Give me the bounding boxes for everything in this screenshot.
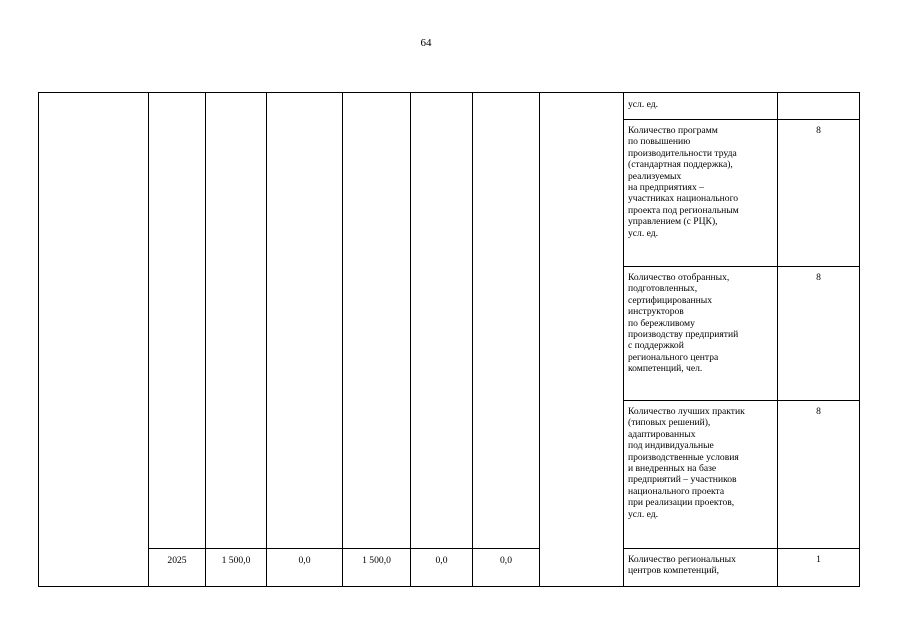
funding-other: 0,0 (500, 555, 512, 566)
page-number: 64 (420, 37, 432, 49)
indicator-cell: Количество лучших практик (типовых решений), адаптированных под индивидуальные производственные условия и внедренных на базе предприятий – участников национального проекта при реализации проектов, усл. ед. (628, 406, 745, 520)
indicator-cell: Количество отобранных, подготовленных, сертифицированных инструкторов по бережливому производству предприятий с поддержкой регионального центра компетенций, чел. (628, 272, 739, 375)
indicator-cell: Количество региональных центров компетенций, (628, 554, 736, 577)
funding-regional: 1 500,0 (362, 555, 391, 566)
funding-row-border (148, 548, 540, 549)
value-cell: 8 (816, 272, 821, 283)
value-cell: 1 (816, 554, 821, 565)
col-border-10 (859, 92, 860, 587)
row-border-2 (623, 266, 860, 267)
col-border-2 (205, 92, 206, 587)
row-border-4 (623, 548, 860, 549)
col-border-1 (148, 92, 149, 587)
funding-year: 2025 (167, 555, 187, 566)
col-border-7 (539, 92, 540, 587)
col-border-8 (623, 92, 624, 587)
col-border-5 (410, 92, 411, 587)
value-cell: 8 (816, 406, 821, 417)
indicator-cell: Количество программ по повышению производительности труда (стандартная поддержка), реализуемых на предприятиях – участниках национального проекта под региональным управлением (с РЦК), усл. ед. (628, 125, 739, 239)
col-border-0 (38, 92, 39, 587)
value-cell: 8 (816, 125, 821, 136)
col-border-4 (342, 92, 343, 587)
row-border-3 (623, 400, 860, 401)
funding-federal: 0,0 (298, 555, 311, 566)
funding-local: 0,0 (435, 555, 448, 566)
row-border-1 (623, 119, 860, 120)
col-border-3 (266, 92, 267, 587)
funding-total: 1 500,0 (221, 555, 251, 566)
indicator-cell: усл. ед. (628, 99, 659, 110)
table-bottom-border (38, 586, 860, 587)
col-border-6 (472, 92, 473, 587)
table-top-border (38, 92, 860, 93)
